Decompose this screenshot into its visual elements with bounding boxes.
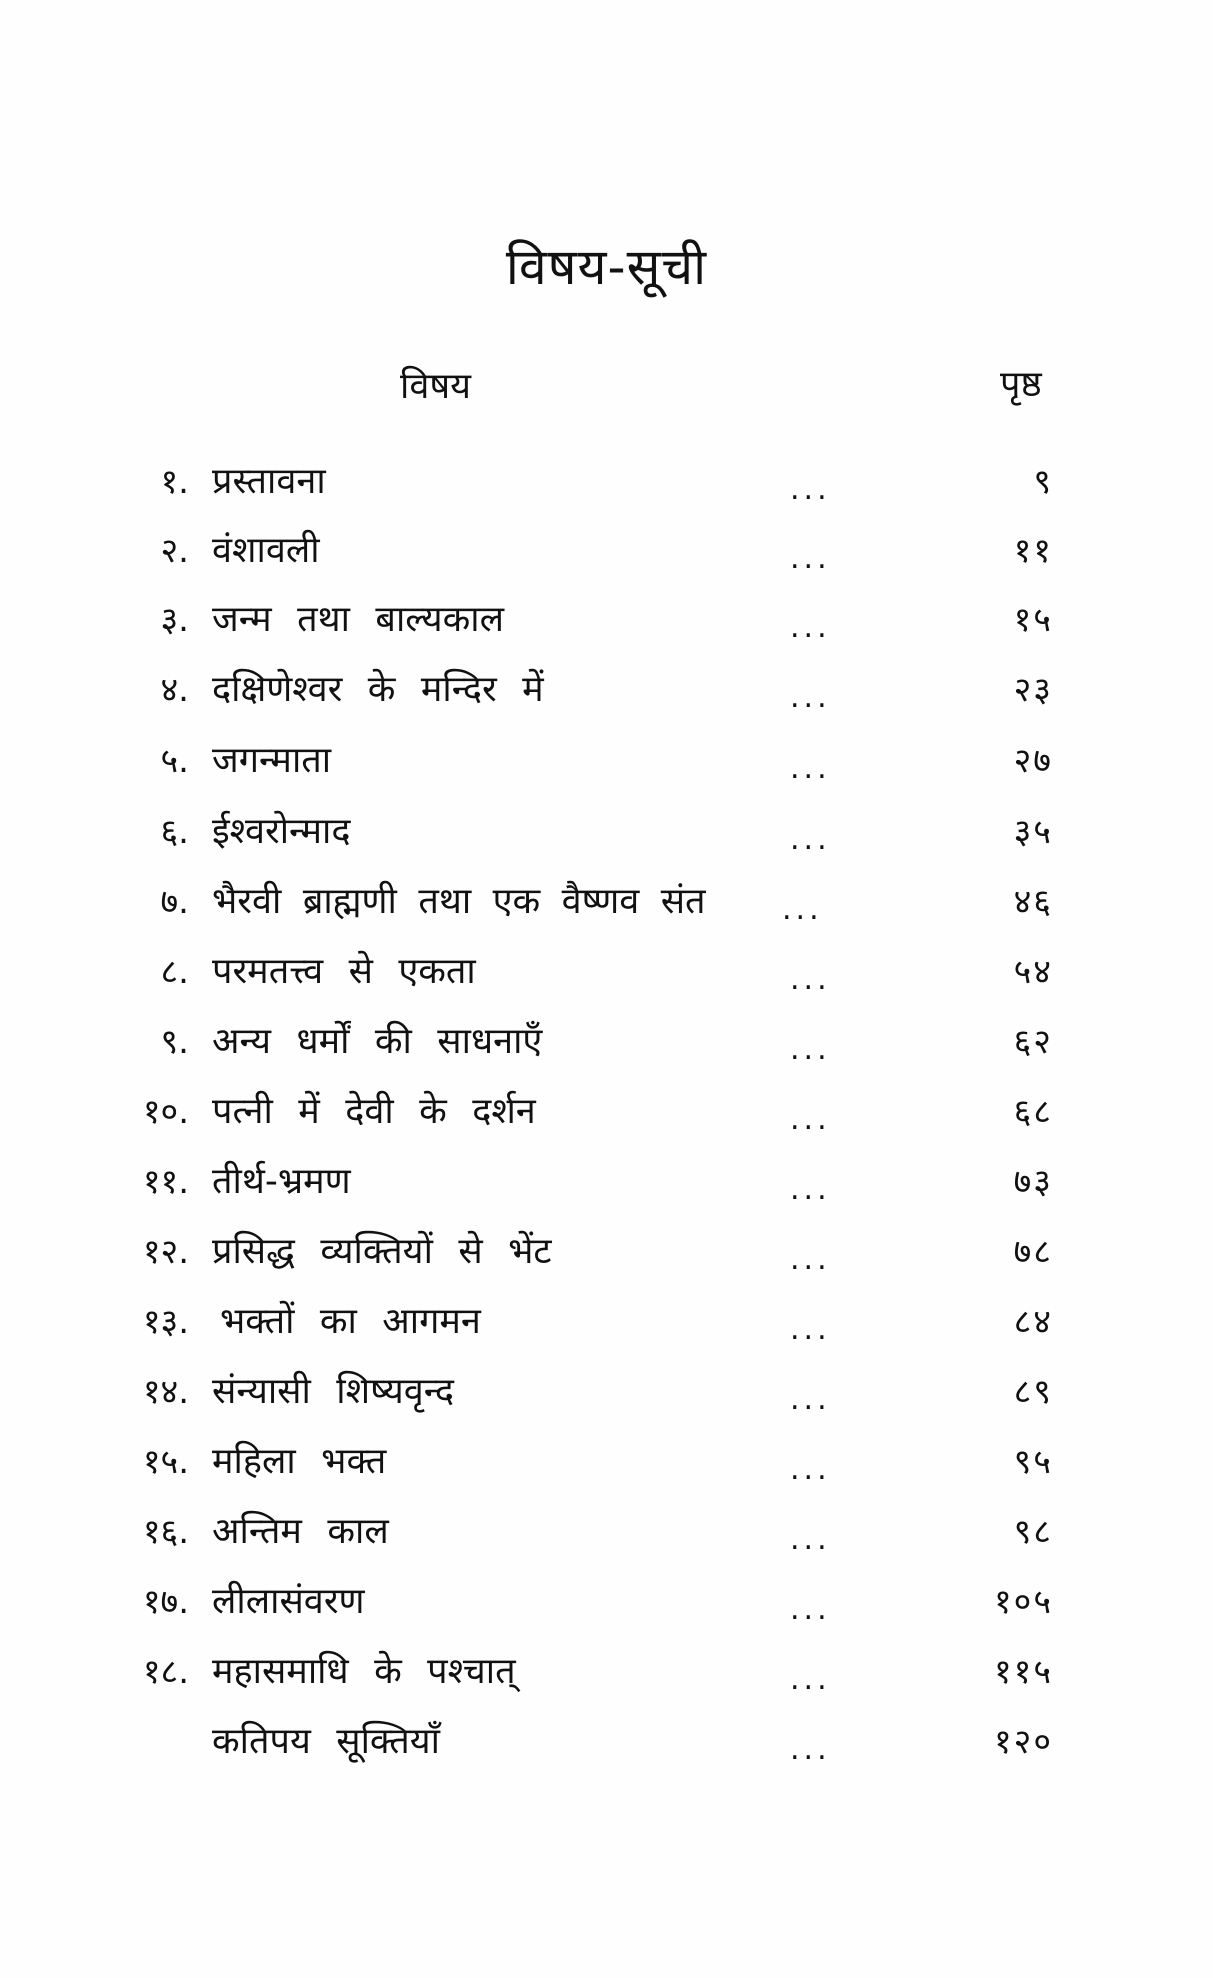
entry-page-number: ९५ <box>1013 1442 1053 1482</box>
entry-number: ४. <box>160 670 189 710</box>
toc-entry[interactable] <box>0 1642 1213 1702</box>
leader-dots: ... <box>782 892 823 927</box>
entry-title: लीलासंवरण <box>212 1581 365 1622</box>
entry-title: परमतत्त्व से एकता <box>212 951 476 992</box>
entry-title: जन्म तथा बाल्यकाल <box>212 599 505 640</box>
entry-title: कतिपय सूक्तियाँ <box>212 1721 440 1762</box>
leader-dots: ... <box>790 680 831 715</box>
toc-entry[interactable] <box>0 731 1213 791</box>
leader-dots: ... <box>790 1452 831 1487</box>
column-header-page: पृष्ठ <box>1000 364 1042 405</box>
entry-number: ९. <box>160 1022 189 1062</box>
entry-number: ७. <box>160 882 189 922</box>
entry-page-number: ५४ <box>1013 952 1053 992</box>
entry-number: १७. <box>142 1582 189 1622</box>
entry-title: प्रस्तावना <box>212 461 326 502</box>
entry-title: संन्यासी शिष्यवृन्द <box>212 1371 454 1412</box>
leader-dots: ... <box>790 962 831 997</box>
entry-page-number: ९ <box>1033 462 1053 502</box>
entry-number: ११. <box>142 1162 189 1202</box>
leader-dots: ... <box>790 1242 831 1277</box>
toc-entry[interactable] <box>0 1502 1213 1562</box>
leader-dots: ... <box>790 541 831 576</box>
entry-title: पत्नी में देवी के दर्शन <box>212 1091 536 1132</box>
entry-number: १६. <box>142 1512 189 1552</box>
entry-number: ३. <box>160 600 189 640</box>
entry-number: १८. <box>142 1652 189 1692</box>
entry-page-number: ८९ <box>1013 1372 1053 1412</box>
toc-entry[interactable] <box>0 1432 1213 1492</box>
entry-title: महिला भक्त <box>212 1441 387 1482</box>
toc-entry[interactable] <box>0 802 1213 862</box>
entry-page-number: १५ <box>1013 600 1053 640</box>
toc-entry[interactable] <box>0 1082 1213 1142</box>
page-title <box>0 232 1213 302</box>
entry-number: १२. <box>142 1232 189 1272</box>
entry-title: भैरवी ब्राह्मणी तथा एक वैष्णव संत <box>212 881 706 922</box>
entry-page-number: २७ <box>1013 741 1053 781</box>
entry-page-number: ६८ <box>1013 1092 1053 1132</box>
entry-title: जगन्माता <box>212 740 332 781</box>
page-title-text: विषय-सूची <box>505 238 708 296</box>
entry-title: दक्षिणेश्वर के मन्दिर में <box>212 669 544 710</box>
toc-entry[interactable] <box>0 1292 1213 1352</box>
toc-entry[interactable] <box>0 1222 1213 1282</box>
leader-dots: ... <box>790 1662 831 1697</box>
entry-page-number: ४६ <box>1013 882 1053 922</box>
entry-page-number: १२० <box>993 1722 1053 1762</box>
entry-page-number: ७८ <box>1013 1232 1053 1272</box>
entry-number: ६. <box>160 812 189 852</box>
toc-entry[interactable] <box>0 452 1213 512</box>
leader-dots: ... <box>790 822 831 857</box>
entry-number: १५. <box>142 1442 189 1482</box>
entry-title: अन्य धर्मों की साधनाएँ <box>212 1021 543 1062</box>
entry-number: १०. <box>142 1092 189 1132</box>
entry-title: भक्तों का आगमन <box>220 1301 481 1342</box>
entry-title: महासमाधि के पश्चात् <box>212 1651 516 1692</box>
leader-dots: ... <box>790 1522 831 1557</box>
entry-page-number: ११ <box>1013 531 1053 571</box>
entry-number: १. <box>160 462 189 502</box>
entry-number: २. <box>160 531 189 571</box>
entry-page-number: ९८ <box>1013 1512 1053 1552</box>
entry-title: तीर्थ-भ्रमण <box>212 1161 351 1202</box>
toc-entry[interactable] <box>0 942 1213 1002</box>
toc-entry[interactable] <box>0 1012 1213 1072</box>
toc-entry[interactable] <box>0 1362 1213 1422</box>
entry-page-number: १०५ <box>993 1582 1053 1622</box>
leader-dots: ... <box>790 472 831 507</box>
toc-entry[interactable] <box>0 660 1213 720</box>
leader-dots: ... <box>790 1032 831 1067</box>
entry-page-number: २३ <box>1013 670 1053 710</box>
entry-title: प्रसिद्ध व्यक्तियों से भेंट <box>212 1231 552 1272</box>
leader-dots: ... <box>790 1732 831 1767</box>
entry-page-number: ३५ <box>1013 812 1053 852</box>
toc-entry[interactable] <box>0 872 1213 932</box>
leader-dots: ... <box>790 1312 831 1347</box>
toc-entry[interactable] <box>0 1152 1213 1212</box>
entry-number: ५. <box>160 741 189 781</box>
entry-title: अन्तिम काल <box>212 1511 389 1552</box>
entry-number: ८. <box>160 952 189 992</box>
leader-dots: ... <box>790 1592 831 1627</box>
entry-page-number: ११५ <box>993 1652 1053 1692</box>
toc-entry[interactable] <box>0 521 1213 581</box>
entry-number: १३. <box>142 1302 189 1342</box>
leader-dots: ... <box>790 1102 831 1137</box>
toc-entry[interactable] <box>0 1712 1213 1772</box>
entry-page-number: ६२ <box>1013 1022 1053 1062</box>
leader-dots: ... <box>790 610 831 645</box>
entry-title: वंशावली <box>212 530 320 571</box>
entry-number: १४. <box>142 1372 189 1412</box>
toc-entry[interactable] <box>0 1572 1213 1632</box>
entry-page-number: ७३ <box>1013 1162 1053 1202</box>
column-header-subject: विषय <box>400 366 472 407</box>
entry-title: ईश्वरोन्माद <box>212 811 351 852</box>
leader-dots: ... <box>790 1172 831 1207</box>
toc-entry[interactable] <box>0 590 1213 650</box>
leader-dots: ... <box>790 751 831 786</box>
entry-page-number: ८४ <box>1013 1302 1053 1342</box>
leader-dots: ... <box>790 1382 831 1417</box>
